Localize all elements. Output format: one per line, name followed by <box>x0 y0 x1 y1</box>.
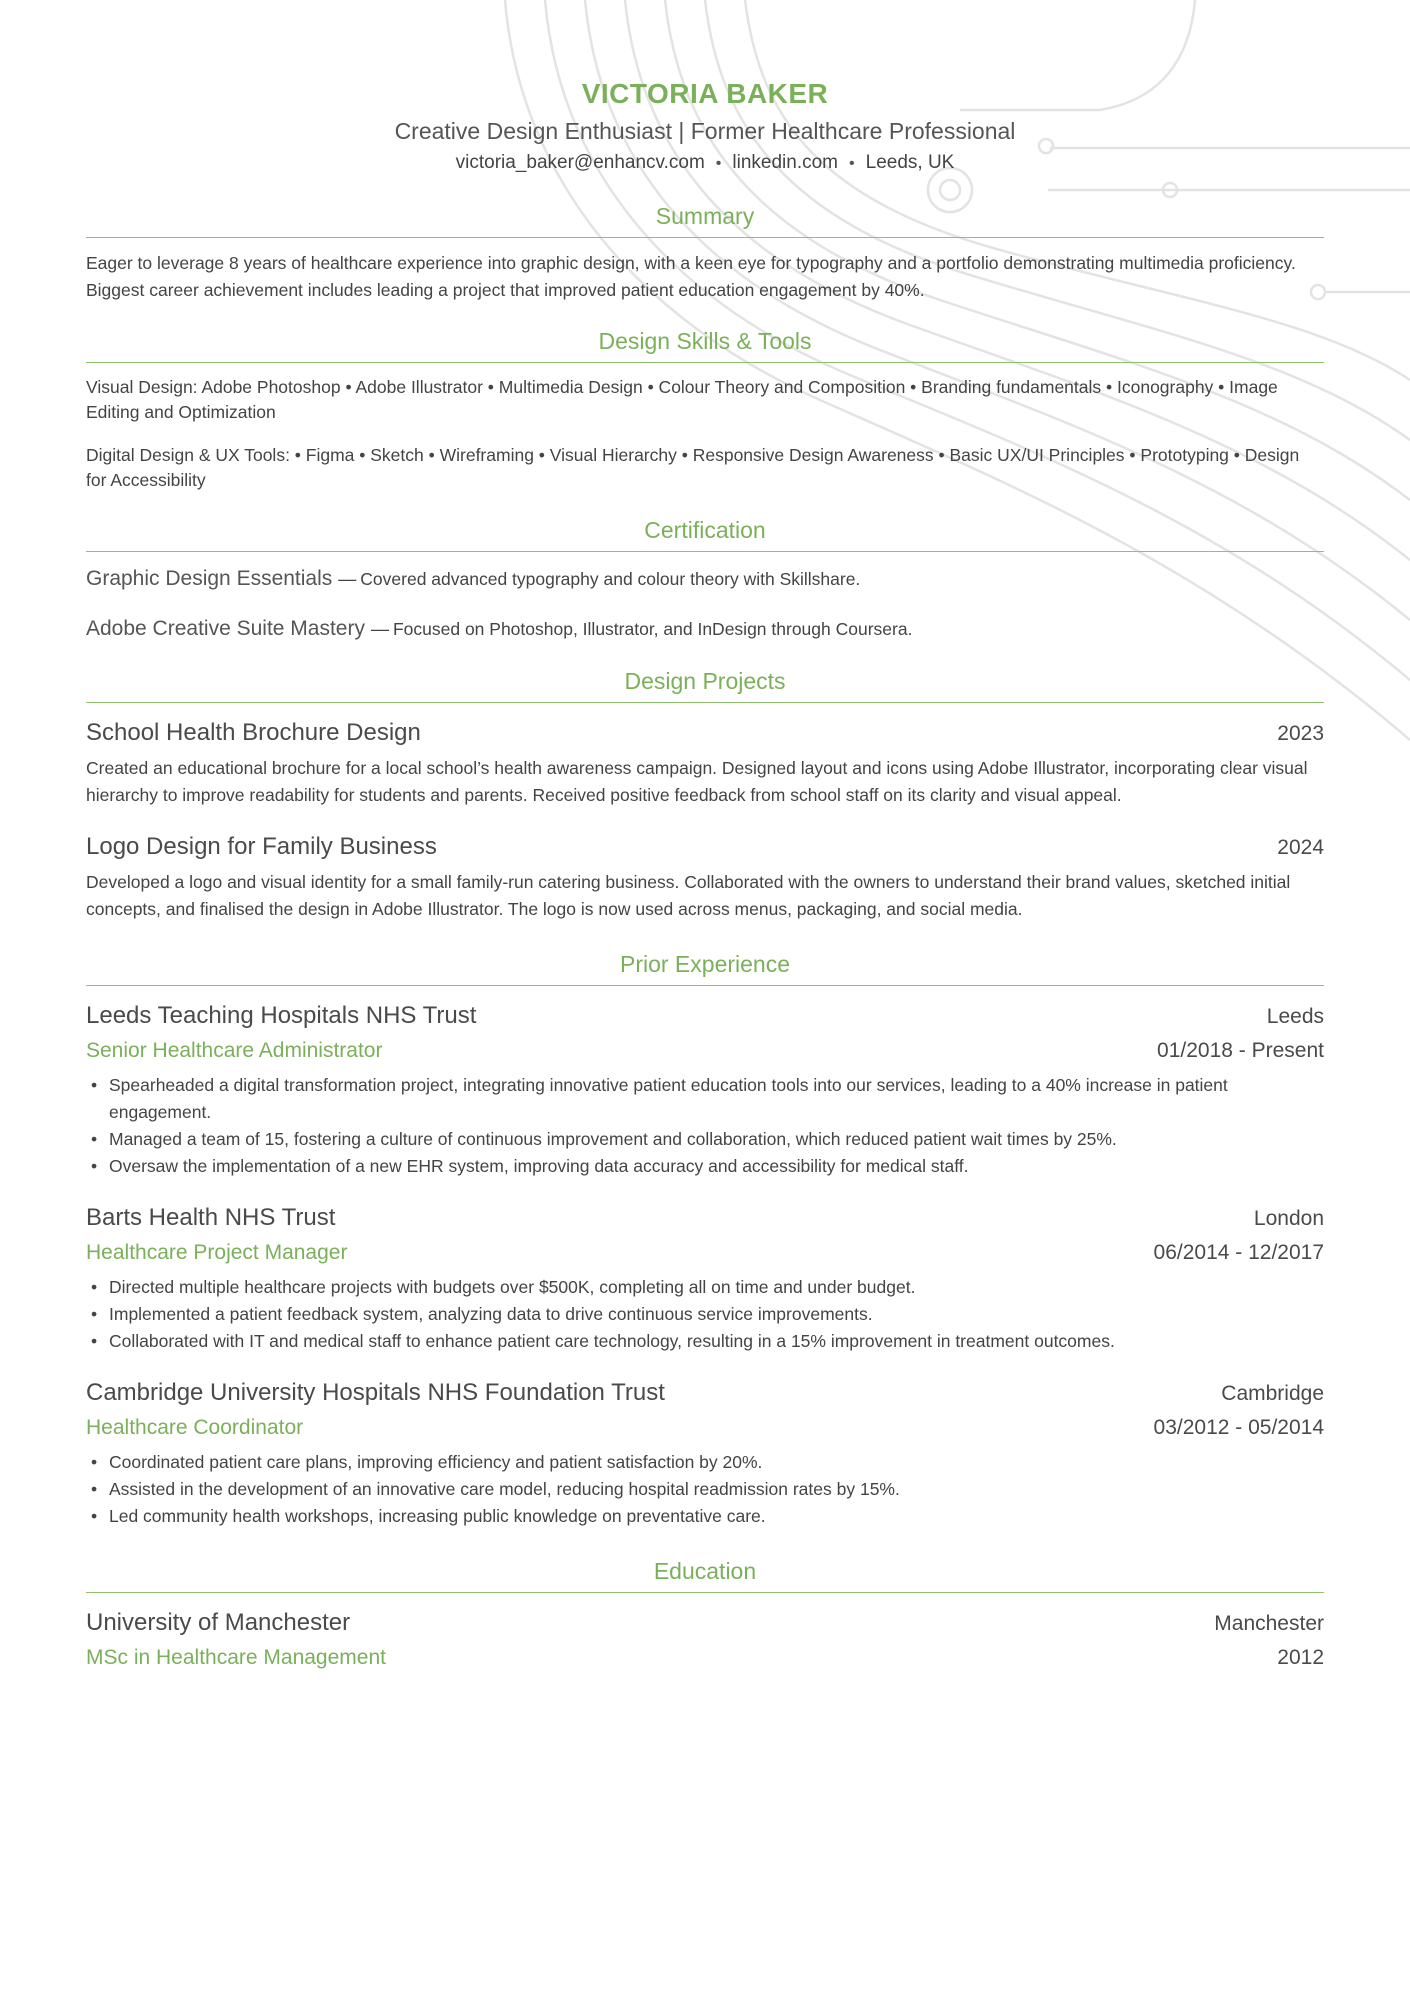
job-dates: 01/2018 - Present <box>1157 1039 1324 1062</box>
section-title-skills: Design Skills & Tools <box>86 324 1324 363</box>
project-description: Created an educational brochure for a local school’s health awareness campaign. Designed layout and icons using Adobe Illustrator, incorporating clear visual hierarchy to improve readability for students and parents. Received positive feedback from school staff on its clarity and visual appeal. <box>86 758 1308 805</box>
job-role: Healthcare Coordinator <box>86 1416 304 1439</box>
candidate-name: VICTORIA BAKER <box>581 78 829 109</box>
employer-name: Leeds Teaching Hospitals NHS Trust <box>86 1002 477 1029</box>
certification-title: Adobe Creative Suite Mastery <box>86 617 365 640</box>
employer-name: Cambridge University Hospitals NHS Foundation Trust <box>86 1379 665 1406</box>
candidate-headline: Creative Design Enthusiast | Former Healthcare Professional <box>394 118 1016 144</box>
contact-separator: • <box>849 155 855 172</box>
summary-text: Eager to leverage 8 years of healthcare experience into graphic design, with a keen eye for typography and a portfolio demonstrating multimedia proficiency. Biggest career achievement includes leading a project that improved patient education engagement by 40%. <box>86 253 1296 300</box>
graduation-year: 2012 <box>1277 1646 1324 1669</box>
employer-location: Cambridge <box>1221 1382 1324 1405</box>
contact-line <box>86 148 1324 179</box>
education-section <box>86 1554 1324 1675</box>
certification-item <box>86 564 1324 596</box>
project-item <box>86 715 1324 809</box>
bullet-item: • Implemented a patient feedback system, analyzing data to drive continuous service improvements. <box>86 1301 1324 1328</box>
project-item <box>86 829 1324 923</box>
section-title-projects: Design Projects <box>86 664 1324 703</box>
project-description: Developed a logo and visual identity for a small family-run catering business. Collaborated with the owners to understand their brand values, sketched initial concepts, and finalised the design in Adobe Illustrator. The logo is now used across menus, packaging, and social media. <box>86 872 1291 919</box>
certification-title: Graphic Design Essentials <box>86 567 333 590</box>
experience-section <box>86 947 1324 1530</box>
job-role: Healthcare Project Manager <box>86 1241 348 1264</box>
projects-section <box>86 664 1324 923</box>
project-title: School Health Brochure Design <box>86 719 421 746</box>
bullet-item: • Spearheaded a digital transformation project, integrating innovative patient education tools into our services, leading to a 40% increase in patient engagement. <box>86 1072 1324 1126</box>
bullet-item: • Collaborated with IT and medical staff to enhance patient care technology, resulting in a 15% improvement in treatment outcomes. <box>86 1328 1324 1355</box>
job-bullets <box>86 1274 1324 1355</box>
summary-section <box>86 199 1324 304</box>
experience-item <box>86 998 1324 1180</box>
school-name: University of Manchester <box>86 1609 351 1636</box>
skill-line-digital-design: Digital Design & UX Tools: • Figma • Sketch • Wireframing • Visual Hierarchy • Responsive Design Awareness • Basic UX/UI Principles • Prototyping • Design for Accessibility <box>86 445 1300 490</box>
school-location: Manchester <box>1214 1612 1324 1635</box>
section-title-summary: Summary <box>86 199 1324 238</box>
resume-page <box>86 72 1324 1675</box>
section-title-experience: Prior Experience <box>86 947 1324 986</box>
bullet-item: • Directed multiple healthcare projects with budgets over $500K, completing all on time and under budget. <box>86 1274 1324 1301</box>
skills-section <box>86 324 1324 493</box>
em-dash: — <box>338 569 357 589</box>
job-dates: 06/2014 - 12/2017 <box>1153 1241 1324 1264</box>
certification-item <box>86 614 1324 646</box>
experience-item <box>86 1375 1324 1530</box>
location-text: Leeds, UK <box>865 152 955 173</box>
bullet-item: • Managed a team of 15, fostering a culture of continuous improvement and collaboration, which reduced patient wait times by 25%. <box>86 1126 1324 1153</box>
section-title-education: Education <box>86 1554 1324 1593</box>
employer-location: Leeds <box>1266 1005 1324 1028</box>
resume-header <box>86 72 1324 179</box>
bullet-item: • Led community health workshops, increasing public knowledge on preventative care. <box>86 1503 1324 1530</box>
experience-item <box>86 1200 1324 1355</box>
bullet-item: • Assisted in the development of an innovative care model, reducing hospital readmission rates by 15%. <box>86 1476 1324 1503</box>
project-year: 2024 <box>1277 836 1324 859</box>
job-dates: 03/2012 - 05/2014 <box>1153 1416 1324 1439</box>
job-role: Senior Healthcare Administrator <box>86 1039 383 1062</box>
employer-name: Barts Health NHS Trust <box>86 1204 336 1231</box>
section-title-certification: Certification <box>86 513 1324 552</box>
certification-section <box>86 513 1324 646</box>
contact-separator: • <box>715 155 722 172</box>
bullet-item: • Oversaw the implementation of a new EHR system, improving data accuracy and accessibility for medical staff. <box>86 1153 1324 1180</box>
degree-name: MSc in Healthcare Management <box>86 1646 386 1669</box>
em-dash: — <box>370 619 389 639</box>
job-bullets <box>86 1072 1324 1180</box>
linkedin-link[interactable]: linkedin.com <box>732 152 839 173</box>
skill-line-visual-design: Visual Design: Adobe Photoshop • Adobe Illustrator • Multimedia Design • Colour Theory and Composition • Branding fundamentals • Iconography • Image Editing and Optimization <box>86 377 1278 422</box>
project-title: Logo Design for Family Business <box>86 833 437 860</box>
bullet-item: • Coordinated patient care plans, improving efficiency and patient satisfaction by 20%. <box>86 1449 1324 1476</box>
certification-description: Focused on Photoshop, Illustrator, and InDesign through Coursera. <box>392 619 913 639</box>
certification-description: Covered advanced typography and colour theory with Skillshare. <box>360 569 861 589</box>
job-bullets <box>86 1449 1324 1530</box>
employer-location: London <box>1253 1207 1324 1230</box>
email-link[interactable]: victoria_baker@enhancv.com <box>455 152 705 173</box>
project-year: 2023 <box>1277 722 1324 745</box>
